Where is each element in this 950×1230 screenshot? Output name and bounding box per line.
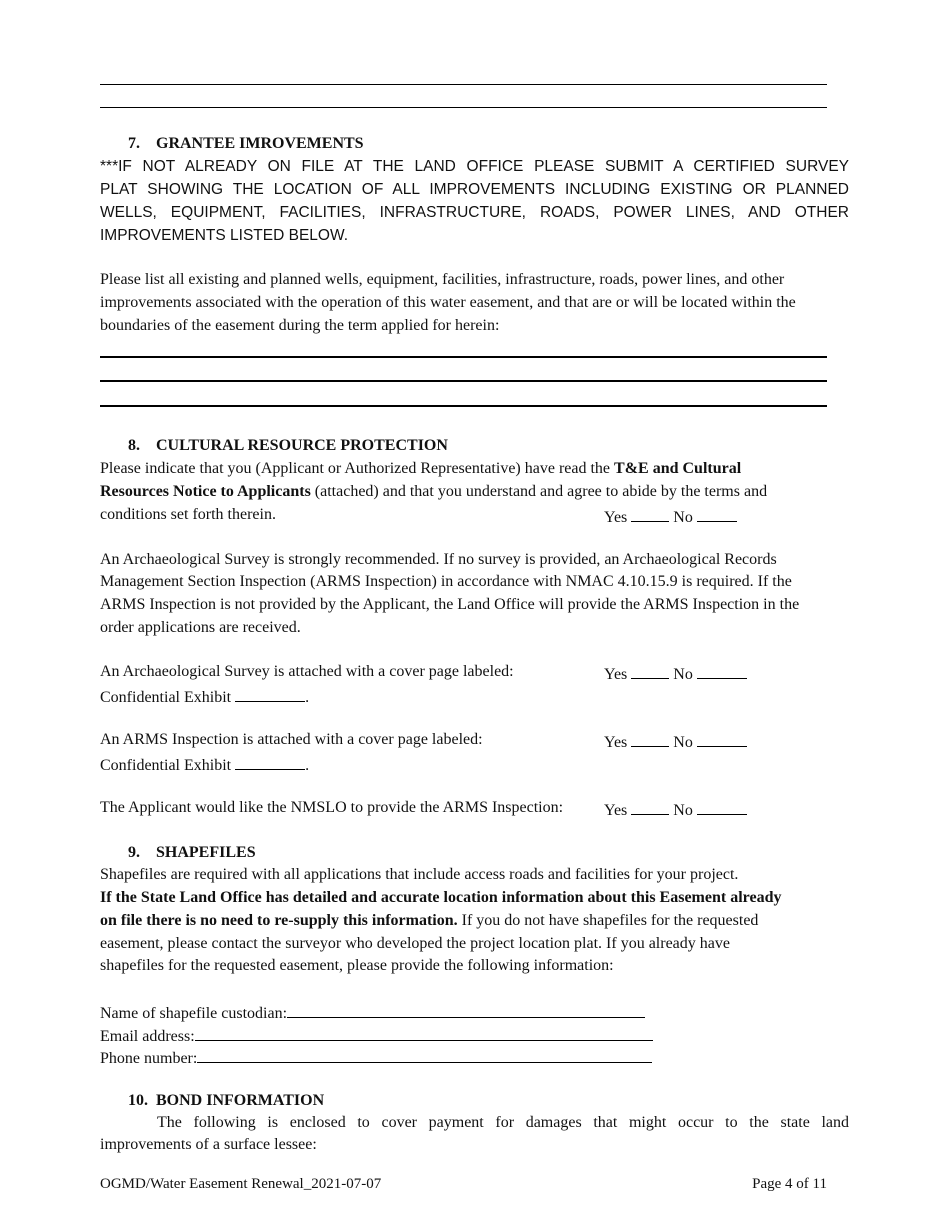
yes-blank[interactable] [631,506,669,522]
question-nmslo-inspection: The Applicant would like the NMSLO to provide the ARMS Inspection: [100,799,564,816]
yes-label: Yes [604,509,628,526]
paragraph-line: improvements associated with the operation of this water easement, and that are or will be located within the [100,294,796,311]
answer-line[interactable] [100,84,827,85]
notice-line: ***IF NOT ALREADY ON FILE AT THE LAND OFFICE PLEASE SUBMIT A CERTIFIED SURVEY [100,158,849,175]
paragraph-line: ARMS Inspection is not provided by the Applicant, the Land Office will provide the ARMS Inspection in the [100,596,800,613]
paragraph-line [100,912,758,930]
yes-blank[interactable] [631,731,669,747]
footer-page-number: Page 4 of 11 [752,1176,827,1192]
section-7-heading [128,135,364,153]
no-label: No [673,734,693,751]
section-9-heading [128,844,256,862]
paragraph-line: The following is enclosed to cover payment for damages that might occur to the state land [157,1114,849,1131]
custodian-field[interactable] [287,1002,645,1018]
no-blank[interactable] [697,663,747,679]
phone-field[interactable] [197,1047,652,1063]
email-label: Email address: [100,1028,195,1045]
no-label: No [673,509,693,526]
footer-doc-id: OGMD/Water Easement Renewal_2021-07-07 [100,1176,382,1192]
section-number: 8. [128,437,140,454]
exhibit-blank[interactable] [235,686,305,702]
yes-blank[interactable] [631,799,669,815]
paragraph-line: Please list all existing and planned wells, equipment, facilities, infrastructure, roads, power lines, and other [100,271,785,288]
yes-no-field [604,506,737,527]
answer-line[interactable] [100,107,827,108]
paragraph-line [100,460,741,478]
yes-label: Yes [604,666,628,683]
section-number: 10. [128,1092,148,1109]
paragraph-line [100,483,767,501]
section-10-heading [128,1092,324,1110]
paragraph-line [100,889,781,907]
exhibit-blank[interactable] [235,754,305,770]
section-8-heading [128,437,448,455]
paragraph-line: Management Section Inspection (ARMS Inspection) in accordance with NMAC 4.10.15.9 is required. If the [100,573,792,590]
phone-row [100,1047,652,1068]
exhibit-label: Confidential Exhibit [100,757,232,774]
question-archaeological-survey: An Archaeological Survey is attached with a cover page labeled: [100,663,514,680]
question-arms-inspection: An ARMS Inspection is attached with a cover page labeled: [100,731,483,748]
text-run: Please indicate that you (Applicant or Authorized Representative) have read the [100,460,615,477]
text-run: (attached) and that you understand and agree to abide by the terms and [310,483,768,500]
section-title: SHAPEFILES [156,844,256,861]
section-title: GRANTEE IMROVEMENTS [156,135,364,152]
no-blank[interactable] [697,799,747,815]
notice-line: WELLS, EQUIPMENT, FACILITIES, INFRASTRUCTURE, ROADS, POWER LINES, AND OTHER [100,204,849,221]
notice-line: IMPROVEMENTS LISTED BELOW. [100,227,349,244]
no-blank[interactable] [697,731,747,747]
paragraph-line: boundaries of the easement during the term applied for herein: [100,317,500,334]
paragraph-line: shapefiles for the requested easement, please provide the following information: [100,957,614,974]
yes-blank[interactable] [631,663,669,679]
notice-line: PLAT SHOWING THE LOCATION OF ALL IMPROVEMENTS INCLUDING EXISTING OR PLANNED [100,181,849,198]
bold-text: on file there is no need to re-supply this information. [100,912,458,929]
answer-line[interactable] [100,380,827,382]
no-label: No [673,802,693,819]
answer-line[interactable] [100,356,827,358]
paragraph-line: easement, please contact the surveyor who developed the project location plat. If you already have [100,935,730,952]
period: . [305,757,310,774]
section-number: 9. [128,844,140,861]
period: . [305,689,310,706]
paragraph-line: improvements of a surface lessee: [100,1136,317,1153]
bold-text: If the State Land Office has detailed and accurate location information about this Easement already [100,889,782,906]
exhibit-line [100,686,309,707]
text-run: If you do not have shapefiles for the requested [457,912,759,929]
phone-label: Phone number: [100,1050,198,1067]
email-row [100,1025,653,1046]
yes-no-field [604,799,747,820]
exhibit-label: Confidential Exhibit [100,689,232,706]
no-label: No [673,666,693,683]
email-field[interactable] [195,1025,653,1041]
section-number: 7. [128,135,140,152]
paragraph-line: order applications are received. [100,619,301,636]
yes-no-field [604,663,747,684]
custodian-label: Name of shapefile custodian: [100,1005,288,1022]
bold-text: T&E and Cultural [614,460,742,477]
section-title: CULTURAL RESOURCE PROTECTION [156,437,448,454]
yes-no-field [604,731,747,752]
yes-label: Yes [604,802,628,819]
paragraph-line: An Archaeological Survey is strongly recommended. If no survey is provided, an Archaeological Records [100,551,777,568]
no-blank[interactable] [697,506,737,522]
bold-text: Resources Notice to Applicants [100,483,311,500]
yes-label: Yes [604,734,628,751]
paragraph-line: conditions set forth therein. [100,506,276,523]
custodian-row [100,1002,645,1023]
paragraph-line: Shapefiles are required with all applications that include access roads and facilities for your project. [100,866,739,883]
answer-line[interactable] [100,405,827,407]
section-title: BOND INFORMATION [156,1092,325,1109]
exhibit-line [100,754,309,775]
